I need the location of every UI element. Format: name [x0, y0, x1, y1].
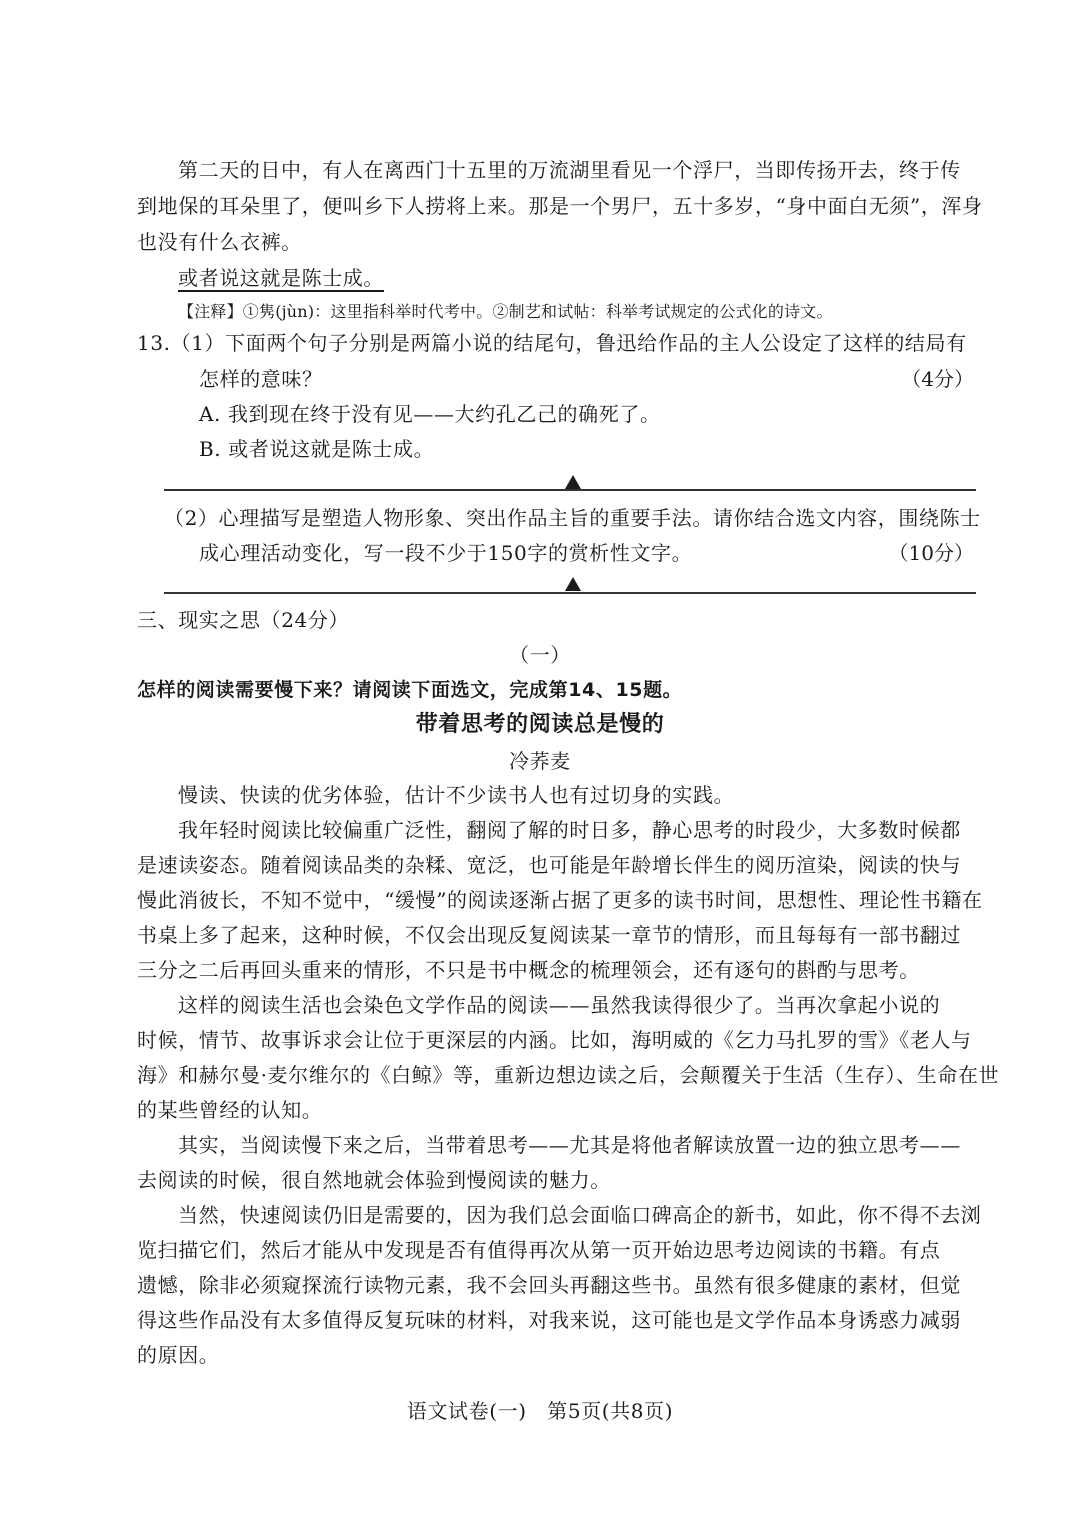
article-line: 得这些作品没有太多值得反复玩味的材料，对我来说，这可能也是文学作品本身诱惑力减弱 [137, 1308, 961, 1332]
article-title: 带着思考的阅读总是慢的 [415, 712, 665, 737]
article-line: 我年轻时阅读比较偏重广泛性，翻阅了解的时日多，静心思考的时段少，大多数时候都 [178, 818, 961, 842]
story-ending-sentence: 或者说这就是陈士成。 [178, 266, 384, 290]
article-line: 这样的阅读生活也会染色文学作品的阅读——虽然我读得很少了。当再次拿起小说的 [178, 993, 941, 1017]
article-line: 遗憾，除非必须窥探流行读物元素，我不会回头再翻这些书。虽然有很多健康的素材，但觉 [137, 1273, 961, 1297]
article-line: 慢读、快读的优劣体验，估计不少读书人也有过切身的实践。 [178, 783, 735, 807]
question-13-part1: 13.（1）下面两个句子分别是两篇小说的结尾句，鲁迅给作品的主人公设定了这样的结局有 [137, 331, 967, 355]
article-line: 时候，情节、故事诉求会让位于更深层的内涵。比如，海明威的《乞力马扎罗的雪》《老人与 [137, 1028, 972, 1052]
answer-triangle-icon [565, 475, 581, 489]
answer-line [164, 592, 976, 594]
question-13-part1-score: （4分） [901, 367, 974, 391]
article-line: 慢此消彼长，不知不觉中，“缓慢”的阅读逐渐占据了更多的读书时间，思想性、理论性书籍在 [137, 888, 983, 912]
question-13-part2-score: （10分） [888, 541, 974, 565]
question-13-part2-cont: 成心理活动变化，写一段不少于150字的赏析性文字。 [199, 541, 693, 565]
question-13-part1-cont: 怎样的意味？ [199, 367, 323, 391]
story-paragraph-line: 到地保的耳朵里了，便叫乡下人捞将上来。那是一个男尸，五十多岁，“身中面白无须”，浑身 [137, 194, 983, 218]
story-paragraph-line: 第二天的日中，有人在离西门十五里的万流湖里看见一个浮尸，当即传扬开去，终于传 [178, 158, 961, 182]
question-13-part2: （2）心理描写是塑造人物形象、突出作品主旨的重要手法。请你结合选文内容，围绕陈士 [164, 506, 981, 530]
article-line: 是速读姿态。随着阅读品类的杂糅、宽泛，也可能是年龄增长伴生的阅历渲染，阅读的快与 [137, 853, 961, 877]
article-line: 三分之二后再回头重来的情形，不只是书中概念的梳理领会，还有逐句的斟酌与思考。 [137, 958, 920, 982]
article-line: 览扫描它们，然后才能从中发现是否有值得再次从第一页开始边思考边阅读的书籍。有点 [137, 1238, 941, 1262]
answer-line [164, 489, 976, 491]
article-line: 其实，当阅读慢下来之后，当带着思考——尤其是将他者解读放置一边的独立思考—— [178, 1133, 961, 1157]
article-line: 的原因。 [137, 1343, 220, 1367]
question-13-option-b: B. 或者说这就是陈士成。 [199, 437, 435, 461]
article-line: 当然，快速阅读仍旧是需要的，因为我们总会面临口碑高企的新书，如此，你不得不去浏 [178, 1203, 982, 1227]
answer-triangle-icon [565, 577, 581, 591]
section-heading: 三、现实之思（24分） [137, 608, 350, 632]
reading-prompt: 怎样的阅读需要慢下来？请阅读下面选文，完成第14、15题。 [137, 679, 683, 701]
article-author: 冷荞麦 [509, 749, 571, 773]
section-subheading: （一） [509, 643, 571, 667]
article-line: 去阅读的时候，很自然地就会体验到慢阅读的魅力。 [137, 1168, 611, 1192]
article-line: 的某些曾经的认知。 [137, 1098, 323, 1122]
page-footer: 语文试卷(一) 第5页(共8页) [406, 1399, 674, 1423]
story-paragraph-line: 也没有什么衣裤。 [137, 230, 302, 254]
question-13-option-a: A. 我到现在终于没有见——大约孔乙己的确死了。 [199, 402, 661, 426]
article-line: 书桌上多了起来，这种时候，不仅会出现反复阅读某一章节的情形，而且每每有一部书翻过 [137, 923, 961, 947]
article-line: 海》和赫尔曼·麦尔维尔的《白鲸》等，重新边想边读之后，会颠覆关于生活（生存）、生命在世 [137, 1063, 1000, 1087]
annotation-note: 【注释】①隽(jùn)：这里指科举时代考中。②制艺和试帖：科举考试规定的公式化的诗文。 [178, 302, 833, 321]
